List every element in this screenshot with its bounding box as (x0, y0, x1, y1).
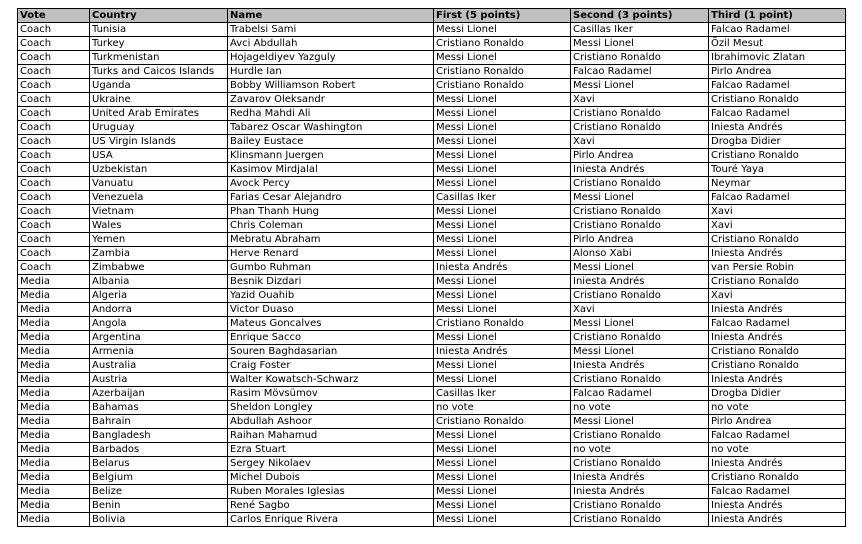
country-cell: Bolivia (90, 513, 228, 527)
third-choice-cell: Falcao Radamel (709, 429, 846, 443)
vote-cell: Coach (18, 121, 90, 135)
table-row (18, 443, 846, 457)
first-choice-cell: Messi Lionel (434, 177, 571, 191)
second-choice-cell: Pirlo Andrea (571, 149, 709, 163)
vote-cell: Media (18, 401, 90, 415)
table-row (18, 345, 846, 359)
third-choice-cell: Cristiano Ronaldo (709, 233, 846, 247)
second-choice-cell: Iniesta Andrés (571, 485, 709, 499)
table-row (18, 205, 846, 219)
first-choice-cell: Messi Lionel (434, 359, 571, 373)
third-choice-cell: Cristiano Ronaldo (709, 93, 846, 107)
first-choice-cell: Messi Lionel (434, 107, 571, 121)
country-cell: Algeria (90, 289, 228, 303)
first-choice-cell: Iniesta Andrés (434, 345, 571, 359)
table-row (18, 65, 846, 79)
country-cell: Turkey (90, 37, 228, 51)
first-choice-cell: Messi Lionel (434, 247, 571, 261)
country-cell: Belize (90, 485, 228, 499)
third-choice-cell: Drogba Didier (709, 387, 846, 401)
vote-cell: Media (18, 317, 90, 331)
header-country: Country (90, 9, 228, 23)
third-choice-cell: Iniesta Andrés (709, 457, 846, 471)
country-cell: Vietnam (90, 205, 228, 219)
table-row (18, 23, 846, 37)
third-choice-cell: Xavi (709, 289, 846, 303)
table-row (18, 219, 846, 233)
country-cell: Tunisia (90, 23, 228, 37)
table-row (18, 149, 846, 163)
name-cell: Mateus Goncalves (228, 317, 434, 331)
table-row (18, 331, 846, 345)
table-row (18, 191, 846, 205)
country-cell: USA (90, 149, 228, 163)
country-cell: Albania (90, 275, 228, 289)
country-cell: US Virgin Islands (90, 135, 228, 149)
vote-cell: Media (18, 275, 90, 289)
table-row (18, 107, 846, 121)
second-choice-cell: Cristiano Ronaldo (571, 373, 709, 387)
vote-cell: Coach (18, 261, 90, 275)
name-cell: Enrique Sacco (228, 331, 434, 345)
first-choice-cell: Casillas Iker (434, 387, 571, 401)
first-choice-cell: Iniesta Andrés (434, 261, 571, 275)
header-first: First (5 points) (434, 9, 571, 23)
header-name: Name (228, 9, 434, 23)
vote-cell: Coach (18, 163, 90, 177)
second-choice-cell: Messi Lionel (571, 317, 709, 331)
third-choice-cell: Cristiano Ronaldo (709, 359, 846, 373)
vote-cell: Coach (18, 23, 90, 37)
third-choice-cell: no vote (709, 401, 846, 415)
third-choice-cell: Iniesta Andrés (709, 513, 846, 527)
country-cell: Austria (90, 373, 228, 387)
name-cell: Bailey Eustace (228, 135, 434, 149)
vote-cell: Coach (18, 65, 90, 79)
table-row (18, 303, 846, 317)
third-choice-cell: Cristiano Ronaldo (709, 149, 846, 163)
table-row (18, 457, 846, 471)
first-choice-cell: Messi Lionel (434, 303, 571, 317)
second-choice-cell: Cristiano Ronaldo (571, 219, 709, 233)
third-choice-cell: Pirlo Andrea (709, 65, 846, 79)
second-choice-cell: Cristiano Ronaldo (571, 331, 709, 345)
country-cell: Belarus (90, 457, 228, 471)
country-cell: Zambia (90, 247, 228, 261)
second-choice-cell: Xavi (571, 135, 709, 149)
third-choice-cell: Iniesta Andrés (709, 303, 846, 317)
table-row (18, 499, 846, 513)
third-choice-cell: Ibrahimovic Zlatan (709, 51, 846, 65)
table-row (18, 51, 846, 65)
country-cell: Azerbaijan (90, 387, 228, 401)
header-vote: Vote (18, 9, 90, 23)
vote-cell: Coach (18, 247, 90, 261)
country-cell: Uruguay (90, 121, 228, 135)
second-choice-cell: Falcao Radamel (571, 65, 709, 79)
country-cell: Benin (90, 499, 228, 513)
second-choice-cell: Messi Lionel (571, 37, 709, 51)
second-choice-cell: Xavi (571, 93, 709, 107)
name-cell: Craig Foster (228, 359, 434, 373)
third-choice-cell: Iniesta Andrés (709, 373, 846, 387)
first-choice-cell: Cristiano Ronaldo (434, 79, 571, 93)
country-cell: Barbados (90, 443, 228, 457)
third-choice-cell: Neymar (709, 177, 846, 191)
name-cell: Yazid Ouahib (228, 289, 434, 303)
second-choice-cell: Messi Lionel (571, 415, 709, 429)
table-row (18, 485, 846, 499)
second-choice-cell: Cristiano Ronaldo (571, 499, 709, 513)
second-choice-cell: Cristiano Ronaldo (571, 289, 709, 303)
first-choice-cell: Messi Lionel (434, 135, 571, 149)
third-choice-cell: Drogba Didier (709, 135, 846, 149)
third-choice-cell: Iniesta Andrés (709, 331, 846, 345)
vote-cell: Media (18, 471, 90, 485)
second-choice-cell: no vote (571, 443, 709, 457)
first-choice-cell: Messi Lionel (434, 429, 571, 443)
second-choice-cell: Messi Lionel (571, 79, 709, 93)
table-row (18, 93, 846, 107)
name-cell: Chris Coleman (228, 219, 434, 233)
name-cell: Besnik Dizdari (228, 275, 434, 289)
vote-cell: Media (18, 345, 90, 359)
country-cell: Wales (90, 219, 228, 233)
first-choice-cell: Messi Lionel (434, 233, 571, 247)
first-choice-cell: Cristiano Ronaldo (434, 37, 571, 51)
country-cell: Venezuela (90, 191, 228, 205)
name-cell: Gumbo Ruhman (228, 261, 434, 275)
vote-cell: Media (18, 331, 90, 345)
name-cell: Zavarov Oleksandr (228, 93, 434, 107)
vote-cell: Coach (18, 205, 90, 219)
name-cell: Sheldon Longley (228, 401, 434, 415)
vote-cell: Media (18, 303, 90, 317)
table-row (18, 373, 846, 387)
first-choice-cell: Messi Lionel (434, 457, 571, 471)
second-choice-cell: no vote (571, 401, 709, 415)
third-choice-cell: Cristiano Ronaldo (709, 345, 846, 359)
first-choice-cell: Messi Lionel (434, 219, 571, 233)
name-cell: Kasimov Mirdjalal (228, 163, 434, 177)
second-choice-cell: Casillas Iker (571, 23, 709, 37)
table-row (18, 261, 846, 275)
second-choice-cell: Cristiano Ronaldo (571, 205, 709, 219)
vote-cell: Media (18, 457, 90, 471)
table-row (18, 513, 846, 527)
second-choice-cell: Falcao Radamel (571, 387, 709, 401)
first-choice-cell: no vote (434, 401, 571, 415)
name-cell: Ezra Stuart (228, 443, 434, 457)
first-choice-cell: Cristiano Ronaldo (434, 415, 571, 429)
vote-cell: Media (18, 387, 90, 401)
third-choice-cell: Özil Mesut (709, 37, 846, 51)
country-cell: Yemen (90, 233, 228, 247)
third-choice-cell: Xavi (709, 219, 846, 233)
name-cell: Abdullah Ashoor (228, 415, 434, 429)
name-cell: Tabarez Oscar Washington (228, 121, 434, 135)
vote-cell: Coach (18, 93, 90, 107)
third-choice-cell: Falcao Radamel (709, 23, 846, 37)
country-cell: United Arab Emirates (90, 107, 228, 121)
name-cell: Hurdle Ian (228, 65, 434, 79)
vote-cell: Media (18, 289, 90, 303)
country-cell: Belgium (90, 471, 228, 485)
second-choice-cell: Cristiano Ronaldo (571, 177, 709, 191)
name-cell: René Sagbo (228, 499, 434, 513)
country-cell: Australia (90, 359, 228, 373)
first-choice-cell: Messi Lionel (434, 149, 571, 163)
name-cell: Raihan Mahamud (228, 429, 434, 443)
second-choice-cell: Xavi (571, 303, 709, 317)
vote-cell: Media (18, 429, 90, 443)
name-cell: Bobby Williamson Robert (228, 79, 434, 93)
vote-cell: Media (18, 359, 90, 373)
second-choice-cell: Iniesta Andrés (571, 163, 709, 177)
second-choice-cell: Iniesta Andrés (571, 359, 709, 373)
country-cell: Vanuatu (90, 177, 228, 191)
header-row (18, 9, 846, 23)
third-choice-cell: Touré Yaya (709, 163, 846, 177)
table-row (18, 121, 846, 135)
name-cell: Avci Abdullah (228, 37, 434, 51)
third-choice-cell: van Persie Robin (709, 261, 846, 275)
first-choice-cell: Cristiano Ronaldo (434, 65, 571, 79)
table-row (18, 289, 846, 303)
third-choice-cell: no vote (709, 443, 846, 457)
first-choice-cell: Cristiano Ronaldo (434, 317, 571, 331)
country-cell: Armenia (90, 345, 228, 359)
third-choice-cell: Iniesta Andrés (709, 121, 846, 135)
vote-cell: Media (18, 443, 90, 457)
table-row (18, 163, 846, 177)
third-choice-cell: Cristiano Ronaldo (709, 471, 846, 485)
first-choice-cell: Messi Lionel (434, 205, 571, 219)
vote-cell: Coach (18, 191, 90, 205)
table-row (18, 429, 846, 443)
second-choice-cell: Iniesta Andrés (571, 471, 709, 485)
name-cell: Phan Thanh Hung (228, 205, 434, 219)
third-choice-cell: Falcao Radamel (709, 107, 846, 121)
first-choice-cell: Casillas Iker (434, 191, 571, 205)
second-choice-cell: Cristiano Ronaldo (571, 457, 709, 471)
table-row (18, 471, 846, 485)
table-row (18, 387, 846, 401)
name-cell: Michel Dubois (228, 471, 434, 485)
third-choice-cell: Falcao Radamel (709, 191, 846, 205)
header-second: Second (3 points) (571, 9, 709, 23)
vote-cell: Coach (18, 107, 90, 121)
vote-cell: Coach (18, 37, 90, 51)
second-choice-cell: Alonso Xabi (571, 247, 709, 261)
vote-cell: Coach (18, 135, 90, 149)
vote-cell: Coach (18, 233, 90, 247)
second-choice-cell: Messi Lionel (571, 191, 709, 205)
country-cell: Andorra (90, 303, 228, 317)
second-choice-cell: Iniesta Andrés (571, 275, 709, 289)
third-choice-cell: Falcao Radamel (709, 485, 846, 499)
second-choice-cell: Pirlo Andrea (571, 233, 709, 247)
vote-cell: Coach (18, 219, 90, 233)
vote-cell: Coach (18, 177, 90, 191)
name-cell: Souren Baghdasarian (228, 345, 434, 359)
vote-cell: Coach (18, 51, 90, 65)
name-cell: Rasim Mövsümov (228, 387, 434, 401)
votes-table (17, 8, 846, 527)
table-row (18, 401, 846, 415)
vote-cell: Media (18, 373, 90, 387)
first-choice-cell: Messi Lionel (434, 373, 571, 387)
vote-cell: Media (18, 415, 90, 429)
second-choice-cell: Cristiano Ronaldo (571, 513, 709, 527)
name-cell: Trabelsi Sami (228, 23, 434, 37)
name-cell: Ruben Morales Iglesias (228, 485, 434, 499)
name-cell: Mebratu Abraham (228, 233, 434, 247)
first-choice-cell: Messi Lionel (434, 471, 571, 485)
vote-cell: Coach (18, 79, 90, 93)
third-choice-cell: Falcao Radamel (709, 317, 846, 331)
name-cell: Walter Kowatsch-Schwarz (228, 373, 434, 387)
second-choice-cell: Cristiano Ronaldo (571, 121, 709, 135)
country-cell: Bahamas (90, 401, 228, 415)
name-cell: Victor Duaso (228, 303, 434, 317)
name-cell: Herve Renard (228, 247, 434, 261)
country-cell: Argentina (90, 331, 228, 345)
table-row (18, 233, 846, 247)
country-cell: Uganda (90, 79, 228, 93)
table-row (18, 135, 846, 149)
third-choice-cell: Xavi (709, 205, 846, 219)
country-cell: Angola (90, 317, 228, 331)
first-choice-cell: Messi Lionel (434, 331, 571, 345)
header-third: Third (1 point) (709, 9, 846, 23)
table-row (18, 317, 846, 331)
name-cell: Carlos Enrique Rivera (228, 513, 434, 527)
table-row (18, 177, 846, 191)
table-row (18, 79, 846, 93)
second-choice-cell: Cristiano Ronaldo (571, 429, 709, 443)
first-choice-cell: Messi Lionel (434, 275, 571, 289)
vote-cell: Coach (18, 149, 90, 163)
first-choice-cell: Messi Lionel (434, 443, 571, 457)
vote-cell: Media (18, 513, 90, 527)
first-choice-cell: Messi Lionel (434, 499, 571, 513)
country-cell: Bahrain (90, 415, 228, 429)
country-cell: Zimbabwe (90, 261, 228, 275)
third-choice-cell: Iniesta Andrés (709, 499, 846, 513)
first-choice-cell: Messi Lionel (434, 121, 571, 135)
third-choice-cell: Cristiano Ronaldo (709, 275, 846, 289)
table-row (18, 359, 846, 373)
table-row (18, 275, 846, 289)
name-cell: Sergey Nikolaev (228, 457, 434, 471)
name-cell: Hojageldiyev Yazguly (228, 51, 434, 65)
first-choice-cell: Messi Lionel (434, 51, 571, 65)
second-choice-cell: Messi Lionel (571, 345, 709, 359)
first-choice-cell: Messi Lionel (434, 485, 571, 499)
third-choice-cell: Iniesta Andrés (709, 247, 846, 261)
name-cell: Redha Mahdi Ali (228, 107, 434, 121)
table-row (18, 415, 846, 429)
second-choice-cell: Cristiano Ronaldo (571, 51, 709, 65)
second-choice-cell: Messi Lionel (571, 261, 709, 275)
table-row (18, 37, 846, 51)
country-cell: Turks and Caicos Islands (90, 65, 228, 79)
country-cell: Ukraine (90, 93, 228, 107)
table-row (18, 247, 846, 261)
first-choice-cell: Messi Lionel (434, 93, 571, 107)
first-choice-cell: Messi Lionel (434, 163, 571, 177)
vote-cell: Media (18, 485, 90, 499)
country-cell: Turkmenistan (90, 51, 228, 65)
third-choice-cell: Pirlo Andrea (709, 415, 846, 429)
country-cell: Uzbekistan (90, 163, 228, 177)
name-cell: Farias Cesar Alejandro (228, 191, 434, 205)
first-choice-cell: Messi Lionel (434, 23, 571, 37)
name-cell: Avock Percy (228, 177, 434, 191)
first-choice-cell: Messi Lionel (434, 513, 571, 527)
second-choice-cell: Cristiano Ronaldo (571, 107, 709, 121)
first-choice-cell: Messi Lionel (434, 289, 571, 303)
name-cell: Klinsmann Juergen (228, 149, 434, 163)
country-cell: Bangladesh (90, 429, 228, 443)
third-choice-cell: Falcao Radamel (709, 79, 846, 93)
vote-cell: Media (18, 499, 90, 513)
